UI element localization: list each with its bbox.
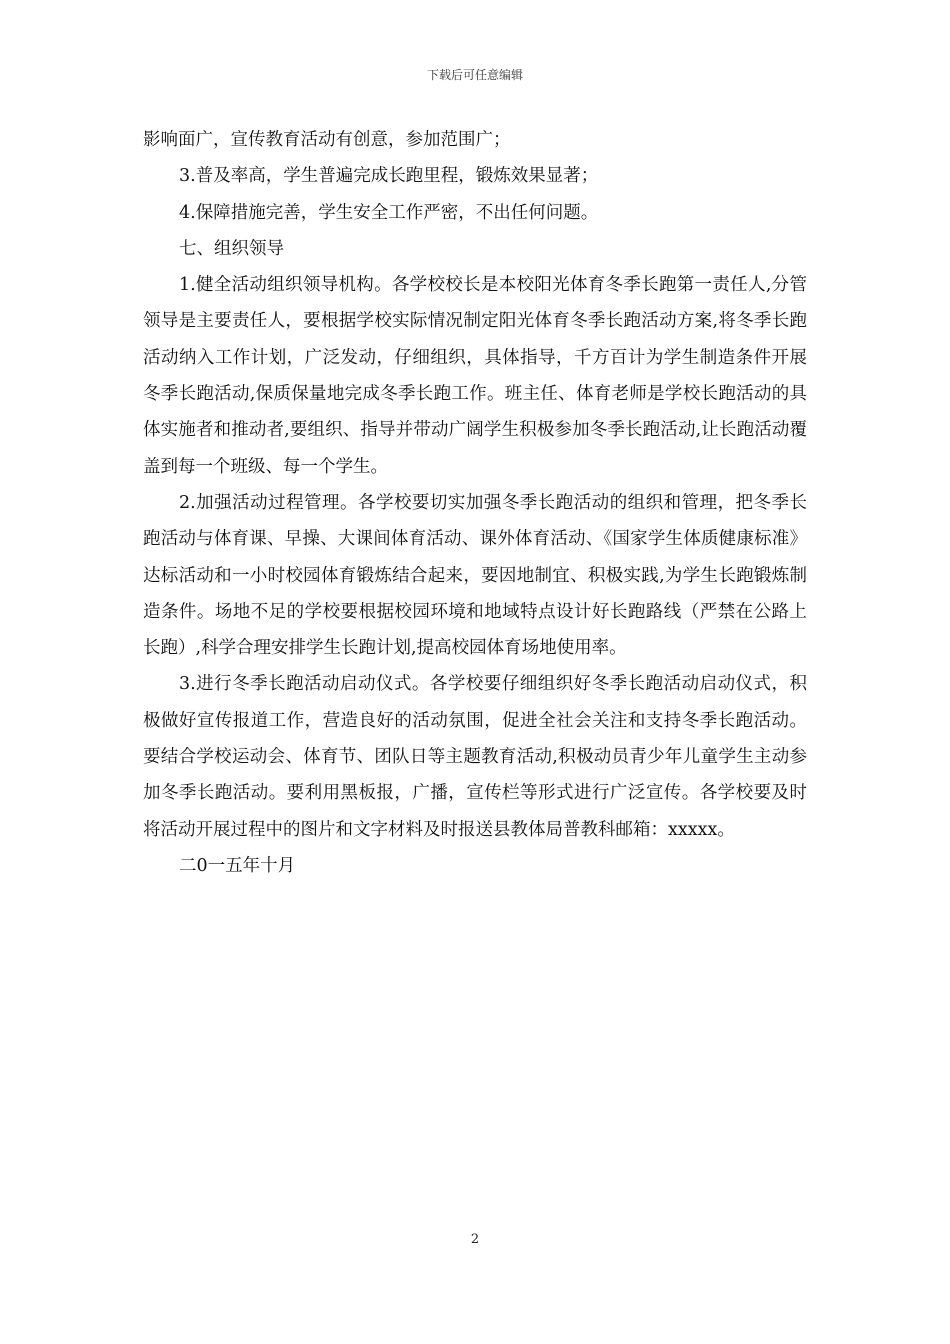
page-number: 2 <box>470 1232 480 1247</box>
paragraph-item-3: 3.普及率高，学生普遍完成长跑里程，锻炼效果显著； <box>179 166 599 187</box>
document-body <box>143 122 807 884</box>
document-date: 二0一五年十月 <box>179 855 296 876</box>
paragraph-continuation: 影响面广，宣传教育活动有创意，参加范围广； <box>143 130 511 150</box>
paragraph-organization: 1.健全活动组织领导机构。各学校校长是本校阳光体育冬季长跑第一责任人,分管领导是主要责任人，要根据学校实际情况制定阳光体育冬季长跑活动方案,将冬季长跑活动纳入工作计划，广泛发动，仔细组织，具体指导，千方百计为学生制造条件开展冬季长跑活动,保质保量地完成冬季长跑工作。班主任、体育老师是学校长跑活动的具体实施者和推动者,要组织、指导并带动广阔学生积极参加冬季长跑活动,让长跑活动覆盖到每一个班级、每一个学生。 <box>143 275 807 477</box>
paragraph-process-management: 2.加强活动过程管理。各学校要切实加强冬季长跑活动的组织和管理，把冬季长跑活动与体育课、早操、大课间体育活动、课外体育活动、《国家学生体质健康标准》达标活动和一小时校园体育锻炼结合起来，要因地制宜、积极实践,为学生长跑锻炼制造条件。场地不足的学校要根据校园环境和地域特点设计好长跑路线（严禁在公路上长跑）,科学合理安排学生长跑计划,提高校园体育场地使用率。 <box>143 492 807 659</box>
section-heading: 七、组织领导 <box>179 238 284 259</box>
paragraph-item-4: 4.保障措施完善，学生安全工作严密，不出任何问题。 <box>179 202 599 223</box>
paragraph-launch-ceremony: 3.进行冬季长跑活动启动仪式。各学校要仔细组织好冬季长跑活动启动仪式，积极做好宣传报道工作，营造良好的活动氛围，促进全社会关注和支持冬季长跑活动。要结合学校运动会、体育节、团队日等主题教育活动,积极动员青少年儿童学生主动参加冬季长跑活动。要利用黑板报，广播，宣传栏等形式进行广泛宣传。各学校要及时将活动开展过程中的图片和文字材料及时报送县教体局普教科邮箱：xxxxx。 <box>143 674 807 840</box>
page-header: 下载后可任意编辑 <box>426 68 523 82</box>
